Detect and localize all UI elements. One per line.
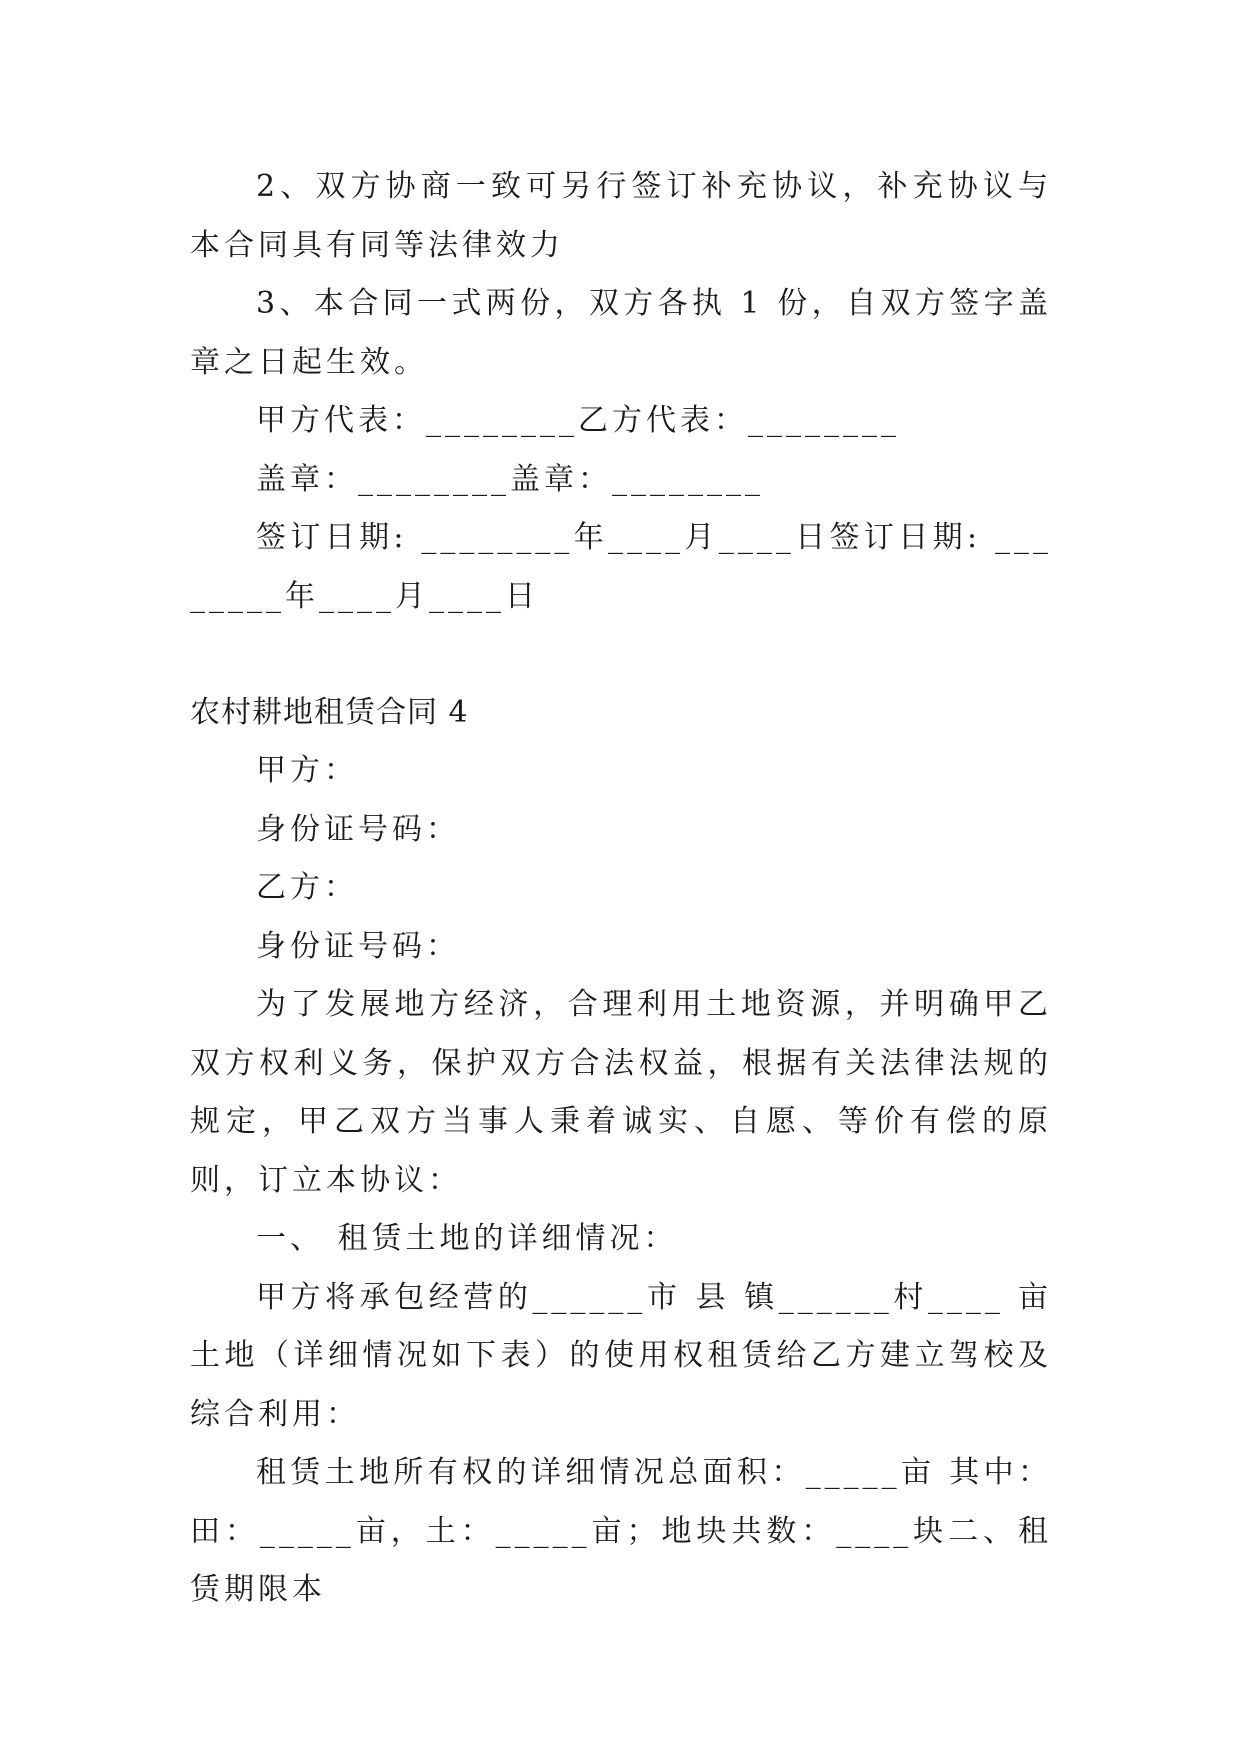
land-description: 甲方将承包经营的______市 县 镇______村____ 亩土地（详细情况如下表）的使用权租赁给乙方建立驾校及综合利用： [190,1279,1052,1432]
section-title: 农村耕地租赁合同 4 [190,695,469,730]
heading-1: 一、 租赁土地的详细情况： [256,1221,678,1256]
party-b-id: 身份证号码： [256,928,460,964]
land-area: 租赁土地所有权的详细情况总面积：_____亩 其中：田：_____亩，土：_____亩；地块共数：____块二、租赁期限本 [190,1455,1052,1607]
party-a-id: 身份证号码： [256,811,460,847]
party-b: 乙方： [256,870,358,905]
representatives-line: 甲方代表：________乙方代表：________ [256,403,900,438]
preamble: 为了发展地方经济，合理利用土地资源，并明确甲乙双方权利义务，保护双方合法权益，根据有关法律法规的规定，甲乙双方当事人秉着诚实、自愿、等价有偿的原则，订立本协议： [190,987,1052,1198]
document-page [190,158,1052,1620]
seal-line: 盖章：________盖章：________ [256,461,764,497]
clause-3: 3、本合同一式两份，双方各执 1 份，自双方签字盖章之日起生效。 [190,286,1052,380]
clause-2: 2、双方协商一致可另行签订补充协议，补充协议与本合同具有同等法律效力 [190,169,1052,263]
signing-date-line: 签订日期: ________年____月____日签订日期: ________年____月____日 [190,520,1052,614]
party-a: 甲方： [256,753,358,788]
